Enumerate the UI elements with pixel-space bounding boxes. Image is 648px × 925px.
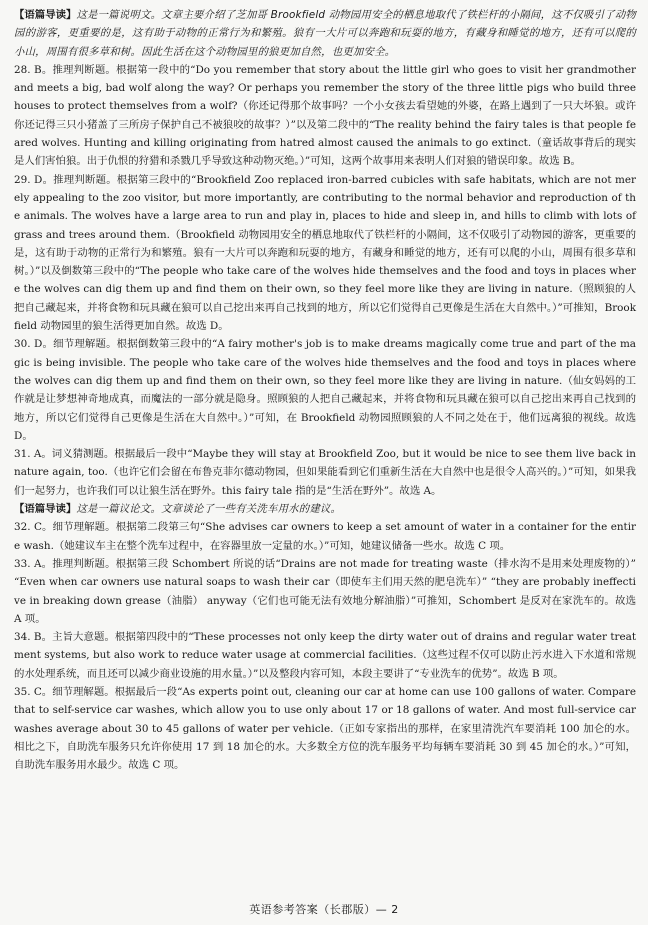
answer-28: 28. B。推理判断题。根据第一段中的“Do you remember that story about the little girl who goes to visit her grandmother and meets a big, bad wolf along the way? Or perhaps you remember the story of the three little pigs who build three houses to protect themselves from a wolf?（你还记得那个故事吗？一个小女孩去看望她的外婆，在路上遇到了一只大坏狼。或许你还记得三只小猪盖了三所房子保护自己不被狼咬的故事？）”以及第二段中的“The reality behind the fairy tales is that people feared wolves. Hunting and killing originating from hatred almost caused the animals to go extinct.（童话故事背后的现实是人们害怕狼。出于仇恨的狩猎和杀戮几乎导致这种动物灭绝。）”可知，这两个故事用来表明人们对狼的错误印象。故选 B。 (14, 63, 636, 168)
answer-29: 29. D。推理判断题。根据第三段中的“Brookfield Zoo replaced iron-barred cubicles with safe habitats, which are not merely appealing to the zoo visitor, but more importantly, are contributing to the normal behavior and reproduction of the animals. The wolves have a large area to run and play in, places to hide and sleep in, and hills to climb with lots of grass and trees around them.（Brookfield 动物园用安全的栖息地取代了铁栏杆的小隔间，这不仅吸引了动物园的游客，更重要的是，这有助于动物的正常行为和繁殖。狼有一大片可以奔跑和玩耍的地方，有藏身和睡觉的地方，还有可以爬的小山，周围有很多草和树。）”以及倒数第三段中的“The people who take care of the wolves hide themselves and the food and toys in places where the wolves can dig them up and find them on their own, so they feel more like they are living in nature.（照顾狼的人把自己藏起来，并将食物和玩具藏在狼可以自己挖出来再自己找到的地方，所以它们觉得自己更像是生活在大自然中。）”可推知，Brookfield 动物园里的狼生活得更加自然。故选 D。 (14, 173, 636, 333)
answer-33: 33. A。推理判断题。根据第三段 Schombert 所说的话“Drains are not made for treating waste（排水沟不是用来处理废物的）” “Even when car owners use natural soaps to wash their car（即使车主们用天然的肥皂洗车）” “they are probably ineffective in breaking down grease（油脂） anyway（它们也可能无法有效地分解油脂）”可推知，Schombert 是反对在家洗车的。故选 A 项。 (14, 557, 636, 625)
reading-guide-paragraph-1 (14, 6, 636, 61)
answer-30: 30. D。细节理解题。根据倒数第三段中的“A fairy mother's job is to make dreams magically come true and part of the magic is being invisible. The people who take care of the wolves hide themselves and the food and toys in places where the wolves can dig them up and find them on their own, so they feel more like they are living in nature.（仙女妈妈的工作就是让梦想神奇地成真，而魔法的一部分就是隐身。照顾狼的人把自己藏起来，并将食物和玩具藏在狼可以自己挖出来再自己找到的地方，所以它们觉得自己更像是生活在大自然中。）”可知，在 Brookfield 动物园照顾狼的人不同之处在于，他们远离狼的视线。故选 D。 (14, 338, 636, 442)
reading-guide-label: 【语篇导读】 (14, 9, 77, 21)
answer-31: 31. A。词义猜测题。根据最后一段中“Maybe they will stay at Brookfield Zoo, but it would be nice to see them live back in nature again, too.（也许它们会留在布鲁克菲尔德动物园，但如果能看到它们重新生活在大自然中也是很令人高兴的。）”可知，如果我们一起努力，也许我们可以让狼生活在野外。this fairy tale 指的是“生活在野外”。故选 A。 (14, 448, 636, 497)
answer-34: 34. B。主旨大意题。根据第四段中的“These processes not only keep the dirty water out of drains and regular water treatment systems, but also work to reduce water usage at commercial facilities.（这些过程不仅可以防止污水进入下水道和常规的水处理系统，而且还可以减少商业设施的用水量。）”以及整段内容可知，本段主要讲了“专业洗车的优势”。故选 B 项。 (14, 631, 636, 680)
answer-35: 35. C。细节理解题。根据最后一段“As experts point out, cleaning our car at home can use 100 gallons of water. Compare that to self-service car washes, which allow you to use only about 17 or 18 gallons of water. And most full-service car washes average about 30 to 45 gallons of water per vehicle.（正如专家指出的那样，在家里清洗汽车要消耗 100 加仑的水。相比之下，自助洗车服务只允许你使用 17 到 18 加仑的水。大多数全方位的洗车服务平均每辆车要消耗 30 到 45 加仑的水。）”可知，自助洗车服务用水最少。故选 C 项。 (14, 685, 636, 772)
reading-guide-paragraph-2 (14, 500, 636, 518)
reading-guide-text: 这是一篇议论文。文章谈论了一些有关洗车用水的建议。 (76, 503, 342, 516)
reading-guide-text: 这是一篇说明文。文章主要介绍了芝加哥 Brookfield 动物园用安全的栖息地取代了铁栏杆的小隔间，这不仅吸引了动物园的游客，更重要的是，这有助于动物的正常行为和繁殖。狼有一大片可以奔跑和玩耍的地方，有藏身和睡觉的地方，还有可以爬的小山，周围有很多草和树。因此生活在这个动物园里的狼更加自然，也更加安全。 (14, 9, 637, 58)
answer-32: 32. C。细节理解题。根据第二段第三句“She advises car owners to keep a set amount of water in a container for the entire wash.（她建议车主在整个洗车过程中，在容器里放一定量的水。）”可知，她建议储备一些水。故选 C 项。 (14, 521, 636, 552)
page-footer: 英语参考答案（长郡版）— 2 (249, 903, 399, 916)
reading-guide-label: 【语篇导读】 (14, 503, 77, 516)
